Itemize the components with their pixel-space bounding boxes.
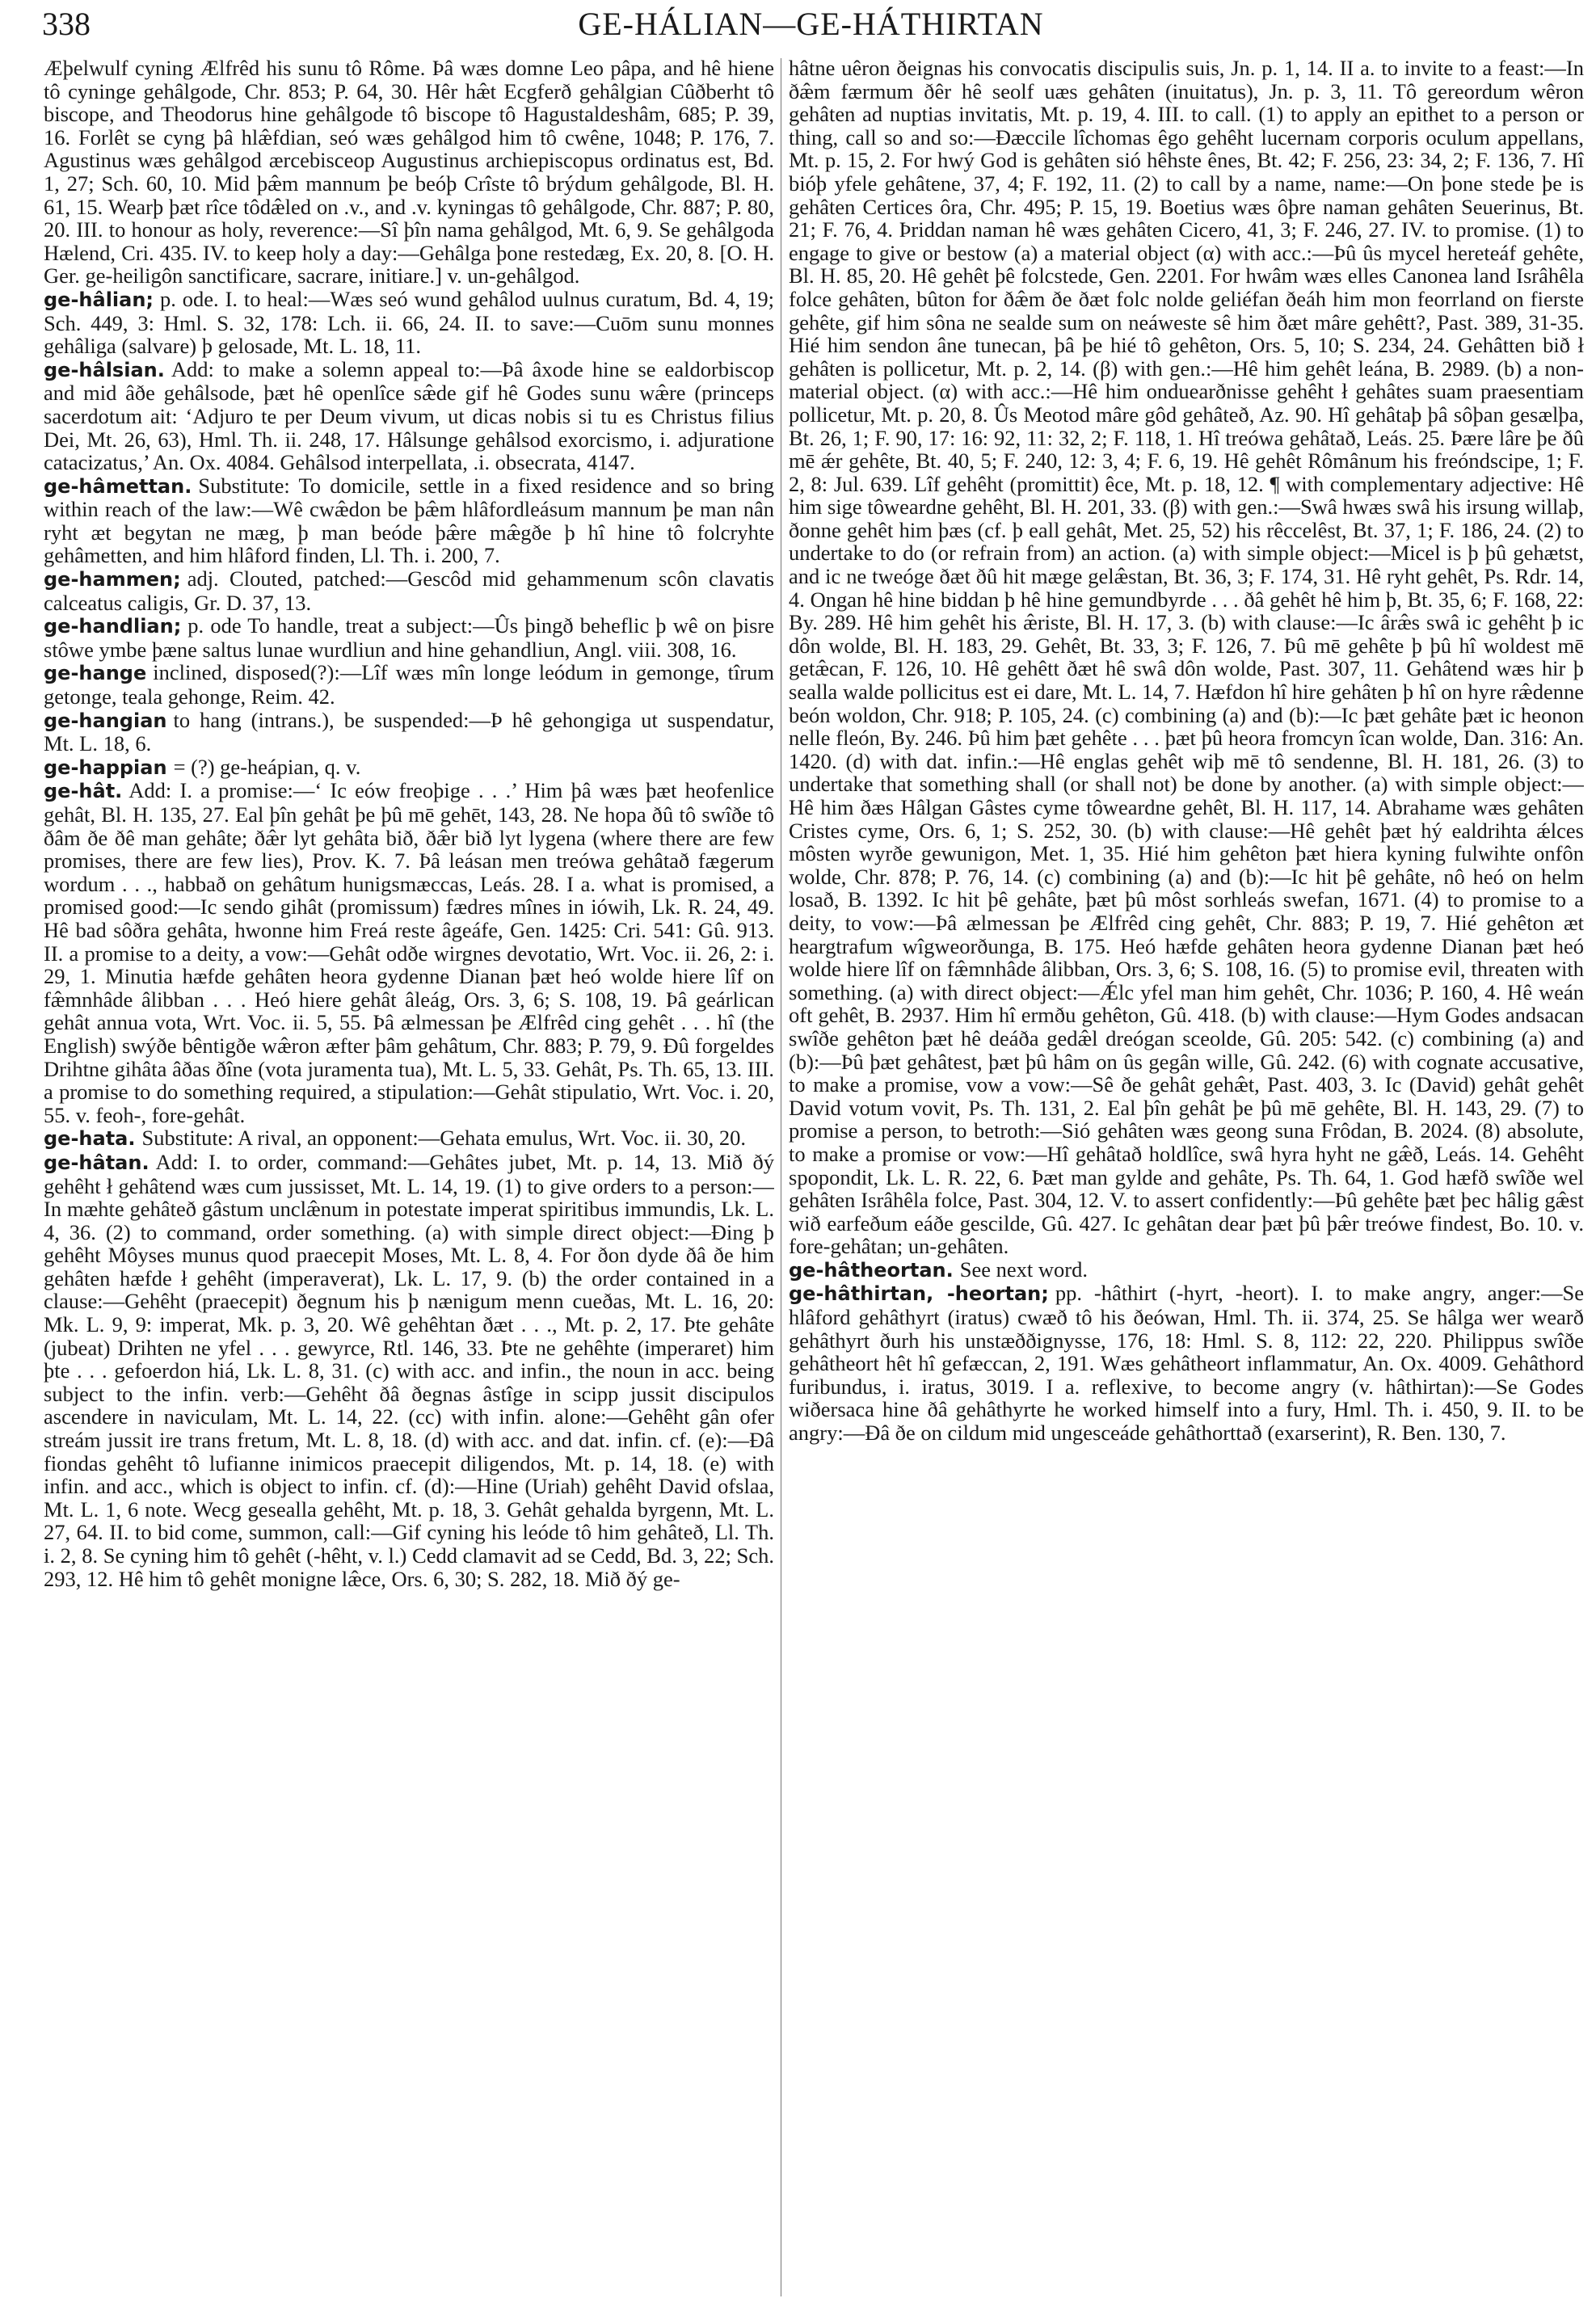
entry-body: Substitute: To domicile, settle in a fixed residence and so bring within reach of the law:—Wê cwæ̂don be þæ̂m hlâfordleásum mannum þe man nân ryht æt begytan ne mæg, þ man beóde þæ̂re mæ̂gðe þ hî hine tô folcryhte gehâmetten, and him hlâford finden, Ll. Th. i. 200, 7.	[44, 473, 774, 568]
dictionary-entry	[44, 614, 774, 661]
dictionary-entry	[44, 1126, 774, 1151]
left-column	[44, 57, 774, 2303]
entry-body: p. ode To handle, treat a subject:—Ûs þingð beheflic þ wê on þisre stôwe ymbe þæne saltus lunae wurdliun and hine gehandliun, Angl. viii. 308, 16.	[44, 613, 774, 662]
entry-body: See next word.	[959, 1257, 1088, 1282]
entry-body: to hang (intrans.), be suspended:—Þ hê gehongiga ut suspendatur, Mt. L. 18, 6.	[44, 707, 774, 756]
entry-headword: ge-handlian;	[44, 615, 182, 638]
entry-headword: ge-hâlsian.	[44, 358, 165, 381]
entry-headword: ge-hata.	[44, 1127, 136, 1151]
entry-body: Add: I. a promise:—‘ Ic eów freoþige . . .’ Him þâ wæs þæt heofenlice gehât, Bl. H. 135, 27. Eal þîn gehât þe þû mē gehēt, 143, 28. Ne hopa ðû tô swîðe tô ðâm ðe ðê man gehâte; ðæ̂r lyt gehâta bið, ðæ̂r bið lyt lygena (where there are few promises, there are few lies), Prov. K. 7. Þâ leásan men treówa gehâtað fægerum wordum . . ., habbað on gehâtum hunigsmæccas, Leás. 28. I a. what is promised, a promised good:—Ic sendo gihât (promissum) fædres mînes in iówih, Lk. R. 24, 49. Hê bad sôðra gehâta, hwonne him Freá reste âgeáfe, Gen. 1425: Cri. 541: Gû. 913. II. a promise to a deity, a vow:—Gehât odðe wirgnes devotatio, Wrt. Voc. ii. 26, 2: i. 29, 1. Minutia hæfde gehâten heora gydenne Dianan þæt heó wolde hiere lîf on fæ̂mnhâde âlibban . . . Heó hiere gehât âleág, Ors. 3, 6; S. 108, 19. Þâ geárlican gehât annua vota, Wrt. Voc. ii. 5, 55. Þâ ælmessan þe Ælfrêd cing gehêt . . . hî (the English) swýðe bêntigðe wæ̂ron æfter þâm gehâtum, Chr. 883; P. 79, 9. Ðû forgeldes Drihtne gihâta âðas ðîne (vota juramenta tua), Mt. L. 5, 33. Gehât, Ps. Th. 65, 13. III. a promise to do something required, a stipulation:—Gehât stipulatio, Wrt. Voc. i. 20, 55. v. feoh-, fore-gehât.	[44, 778, 774, 1127]
entry-body: p. ode. I. to heal:—Wæs seó wund gehâlod uulnus curatum, Bd. 4, 19; Sch. 449, 3: Hml. S. 32, 178: Lch. ii. 66, 24. II. to save:—Cuōm sunu monnes gehâliga (salvare) þ gelosade, Mt. L. 18, 11.	[44, 286, 774, 359]
dictionary-entry	[789, 57, 1584, 1258]
dictionary-entry	[44, 567, 774, 614]
page-number: 338	[42, 6, 91, 42]
entry-headword: ge-hammen;	[44, 568, 181, 591]
entry-body: Add: to make a solemn appeal to:—Þâ âxode hine se ealdorbiscop and mid âðe gehâlsode, þæt hê openlîce sæ̂de gif hê Godes sunu wæ̂re (princeps sacerdotum ait: ‘Adjuro te per Deum vivum, ut dicas nobis si tu es Christus filius Dei, Mt. 26, 63), Hml. Th. ii. 248, 17. Hâlsunge gehâlsod exorcismo, i. adjuratione catacizatus,’ An. Ox. 4084. Gehâlsod interpellata, .i. obsecrata, 4147.	[44, 356, 774, 475]
entry-headword: ge-hâtan.	[44, 1151, 149, 1174]
entry-headword: ge-hangian	[44, 709, 167, 732]
entry-body: pp. -hâthirt (-hyrt, -heort). I. to make angry, anger:—Se hlâford gehâthyrt (iratus) cwæð tô his ðeówan, Hml. Th. ii. 374, 25. Se hâlga wer wearð gehâthyrt ðurh his unstæððignysse, 176, 18: Hml. S. 8, 112: 22, 220. Philippus swîðe gehâtheort hêt hî gefæccan, 2, 191. Wæs gehâtheort inflammatur, An. Ox. 4009. Gehâthord furibundus, i. iratus, 3019. I a. reflexive, to become angry (v. hâthirtan):—Se Godes wiðersaca hine ðâ gehâthyrte he worked himself into a fury, Hml. Th. i. 450, 9. II. to be angry:—Ðâ ðe on cildum mid ungesceáde gehâthorttað (exarserint), R. Ben. 130, 7.	[789, 1281, 1584, 1446]
running-title: GE-HÁLIAN—GE-HÁTHIRTAN	[578, 6, 1044, 42]
entry-body: adj. Clouted, patched:—Gescôd mid gehammenum scôn clavatis calceatus caligis, Gr. D. 37, 13.	[44, 566, 774, 615]
entry-body: Æþelwulf cyning Ælfrêd his sunu tô Rôme. Þâ wæs domne Leo pâpa, and hê hiene tô cyninge gehâlgode, Chr. 853; P. 64, 30. Hêr hæ̂t Ecgferð gehâlgian Cûðberht tô biscope, and Theodorus hine gehâlgode tô biscope tô Hagustaldeshâm, 685; P. 39, 16. Forlêt se cyng þâ hlæ̂fdian, seó wæs gehâlgod him tô cwêne, 1048; P. 176, 7. Agustinus wæs gehâlgod ærcebisceop Augustinus archiepiscopus ordinatus est, Bd. 1, 27; Sch. 60, 10. Mid þæ̂m mannum þe beóþ Crîste tô brýdum gehâlgode, Bl. H. 61, 15. Wearþ þæt rîce tôdæ̂led on .v., and .v. kyningas tô gehâlgode, Chr. 887; P. 80, 20. III. to honour as holy, reverence:—Sî þîn nama gehâlgod, Mt. 6, 9. Se gehâlgoda Hælend, Cri. 435. IV. to keep holy a day:—Gehâlga þone restedæg, Ex. 20, 8. [O. H. Ger. ge-heiligôn sanctificare, sacrare, initiare.] v. un-gehâlgod.	[44, 57, 774, 288]
dictionary-entry	[44, 474, 774, 567]
dictionary-entry	[789, 1282, 1584, 1444]
entry-headword: ge-hâlian;	[44, 288, 154, 311]
dictionary-entry	[44, 1151, 774, 1590]
page-header	[42, 5, 1580, 50]
entry-body: Substitute: A rival, an opponent:—Gehata emulus, Wrt. Voc. ii. 30, 20.	[141, 1126, 746, 1151]
entry-body: inclined, disposed(?):—Lîf wæs mîn longe leódum in gemonge, tîrum getonge, teala gehonge, Reim. 42.	[44, 660, 774, 709]
entry-headword: ge-hange	[44, 662, 147, 685]
dictionary-entry	[44, 358, 774, 474]
dictionary-entry	[44, 288, 774, 358]
right-column	[789, 57, 1584, 2303]
entry-headword: ge-hâmettan.	[44, 474, 192, 498]
dictionary-entry	[44, 661, 774, 708]
entry-headword: ge-happian	[44, 756, 167, 779]
entry-body: Add: I. to order, command:—Gehâtes jubet, Mt. p. 14, 13. Mið ðý gehêht ł gehâtend wæs cum jussisset, Mt. L. 14, 19. (1) to give orders to a person:—In mæhte gehâteð gâstum unclæ̂num in potestate imperat spiritibus immundis, Lk. L. 4, 36. (2) to command, order something. (a) with simple direct object:—Ðing þ gehêht Môyses munus quod praecepit Moses, Mt. L. 8, 4. For ðon dyde ðâ ðe him gehâten hæfde ł gehêht (imperaverat), Lk. L. 17, 9. (b) the order contained in a clause:—Gehêht (praecepit) ðegnum his þ nænigum menn cueðas, Mt. L. 16, 20: Mk. L. 9, 9: imperat, Mk. p. 3, 20. Wê gehêhtan ðæt . . ., Mt. p. 2, 17. Þte gehâte (jubeat) Drihten ne yfel . . . gewyrce, Rtl. 146, 33. Þte ne gehêhte (imperaret) him þte . . . gefoerdon hiá, Lk. L. 8, 31. (c) with acc. and infin., the noun in acc. being subject to the infin. verb:—Gehêht ðâ ðegnas âstîge in scipp jussit discipulos ascendere in naviculam, Mt. L. 14, 22. (cc) with infin. alone:—Gehêht gân ofer streám jussit ire trans fretum, Mt. L. 8, 18. (d) with acc. and dat. infin. cf. (e):—Ðâ fiondas gehêht tô lufianne inimicos praecepit diligendos, Mt. p. 14, 18. (e) with infin. and acc., which is object to infin. cf. (d):—Hine (Uriah) gehêht David ofslaa, Mt. L. 1, 6 note. Wecg gesealla gehêht, Mt. p. 18, 3. Gehât gehalda byrgenn, Mt. L. 27, 64. II. to bid come, summon, call:—Gif cyning his leóde tô him gehâteð, Ll. Th. i. 2, 8. Se cyning him tô gehêt (-hêht, v. l.) Cedd clamavit ad se Cedd, Bd. 3, 22; Sch. 293, 12. Hê him tô gehêt monigne læ̂ce, Ors. 6, 30; S. 282, 18. Mið ðý ge-	[44, 1149, 774, 1591]
entry-headword: ge-hâtheortan.	[789, 1258, 954, 1282]
entry-body: hâtne uêron ðeignas his convocatis discipulis suis, Jn. p. 1, 14. II a. to invite to a feast:—In ðæ̂m færmum ðêr hê seolf uæs gehâten (inuitatus), Jn. p. 3, 11. Tô gereordum wêron gehâten ad nuptias invitatis, Mt. p. 19, 4. III. to call. (1) to apply an epithet to a person or thing, call so and so:—Ðæccile lîchomas êgo gehêht lucernam corporis oculum appellans, Mt. p. 15, 2. For hwý God is gehâten sió hêhste ênes, Bt. 42; F. 256, 23: 34, 2; F. 136, 7. Hî bióþ yfele gehâtene, 37, 4; F. 192, 11. (2) to call by a name, name:—On þone stede þe is gehâten Certices ôra, Chr. 495; P. 15, 19. Boetius wæs ôþre naman gehâten Seuerinus, Bt. 21; F. 76, 4. Þriddan naman hê wæs gehâten Cicero, 41, 3; F. 246, 27. IV. to promise. (1) to engage to give or bestow (a) a material object (α) with acc.:—Þû ûs mycel hereteáf gehête, Bl. H. 85, 20. Hê gehêt þê folcstede, Gen. 2201. For hwâm wæs elles Canonea land Isrâhêla folce gehâten, bûton for ðæ̂m ðe ðæt folc nolde geliéfan ðeáh him mon feorrland on fierste gehête, gif him sôna ne sealde sum on neáweste sê him ðæt mâre gehêtt?, Past. 389, 31-35. Hié him sendon âne tunecan, þâ þe hié tô gehêton, Ors. 5, 10; S. 234, 24. Gehâtten bið ł gehâten is pollicetur, Mt. p. 2, 14. (β) with gen.:—Hê him gehêt leána, B. 2989. (b) a non-material object. (α) with acc.:—Hê him onduearðnisse gehêht ł gehâtes suam praesentiam pollicetur, Mt. p. 20, 8. Ûs Meotod mâre gôd gehâteð, Az. 90. Hî gehâtaþ þâ sôþan gesælþa, Bt. 26, 1; F. 90, 17: 16: 92, 11: 32, 2; F. 118, 1. Hî treówa gehâtað, Leás. 25. Þære lâre þe ðû mē ǽr gehête, Bt. 40, 5; F. 240, 12: 3, 4; F. 6, 19. Hê gehêt Rômânum his freóndscipe, 1; F. 2, 8: Jul. 639. Lîf gehêht (promittit) êce, Mt. p. 18, 12. ¶ with complementary adjective: Hê him sige tôweardne gehêht, Bl. H. 201, 33. (β) with gen.:—Swâ hwæs swâ his irsung willaþ, ðonne gehêt him þæs (cf. þ eall gehât, Met. 25, 52) his rêccelêst, Bt. 37, 1; F. 186, 24. (2) to undertake to do (or refrain from) an action. (a) with simple object:—Micel is þ þû gehætst, and ic ne tweóge ðæt ðû hit mæge gelæ̂stan, Bt. 36, 3; F. 174, 31. Hê ryht gehêt, Ps. Rdr. 14, 4. Ongan hê hine biddan þ hê hine gemundbyrde . . . ðâ gehêt hê him þ, Bt. 35, 6; F. 168, 22: By. 289. Hê him gehêt his æ̂riste, Bl. H. 17, 3. (b) with clause:—Ic âræ̂s swâ ic gehêht þ ic dôn wolde, Bl. H. 183, 29. Gehêt, Bt. 33, 3; F. 126, 7. Þû mē gehête þ þû hî woldest mē getæ̂can, F. 126, 10. Hê gehêtt ðæt hê swâ dôn wolde, Past. 307, 11. Gehâtend wæs hir þ sealla walde pollicitus est ei dare, Mt. L. 14, 7. Hæfdon hî hire gehâten þ hî on hyre ræ̂denne beón woldon, Chr. 918; P. 105, 24. (c) combining (a) and (b):—Ic þæt gehâte þæt ic heonon nelle fleón, By. 246. Þû him þæt gehête . . . þæt þû heora fromcyn îcan wolde, Dan. 316: An. 1420. (d) with dat. infin.:—Hê englas gehêt wiþ mē tô sendenne, Bl. H. 181, 26. (3) to undertake that something shall (or shall not) be done by another. (a) with simple object:—Hê him ðæs Hâlgan Gâstes cyme tôweardne gehêt, Bl. H. 117, 14. Abrahame wæs gehâten Cristes cyme, Ors. 6, 1; S. 252, 30. (b) with clause:—Hê gehêt þæt hý ealdrihta ǽlces môsten wyrðe gewunigon, Met. 1, 35. Hié him gehêton þæt hiera kyning fulwihte onfôn wolde, Chr. 878; P. 76, 14. (c) combining (a) and (b):—Ic hit þê gehâte, nô heó on helm losað, B. 1392. Ic hit þê gehâte, þæt þû môst sorhleás swefan, 1671. (4) to promise to a deity, to vow:—Þâ ælmessan þe Ælfrêd cing gehêt, Chr. 883; P. 19, 7. Hié gehêton æt heargtrafum wîgweorðunga, B. 175. Heó hæfde gehâten heora gydenne Dianan þæt heó wolde hiere lîf on fæ̂mnhâde âlibban, Ors. 3, 6; S. 108, 16. (5) to promise evil, threaten with something. (a) with direct object:—Ǽlc yfel man him gehêt, Chr. 1036; P. 160, 4. Hê weán oft gehêt, B. 2937. Him hî ermðu gehêton, Gû. 418. (b) with clause:—Hym Godes andsacan swîðe gehêton þæt hê deáða gedæ̂l dreógan sceolde, Gû. 205: 542. (c) combining (a) and (b):—Þû þæt gehâtest, þæt þû hâm on ûs gegân wille, Gû. 242. (6) with cognate accusative, to make a promise, vow a vow:—Sê ðe gehât gehæ̂t, Past. 403, 3. Ic (David) gehât gehêt David votum vovit, Ps. Th. 131, 2. Eal þîn gehât þe þû mē gehête, Bl. H. 143, 29. (7) to promise a person, to betroth:—Sió gehâten wæs geong suna Frôdan, B. 2024. (8) absolute, to make a promise or vow:—Hî gehâtað holdlîce, swâ hyra hyht ne gæ̂ð, Leás. 14. Gehêht spopondit, Lk. L. R. 22, 6. Þæt man gylde and gehâte, Ps. Th. 64, 1. God hæfð swîðe wel gehâten Isrâhêla folce, Past. 304, 12. V. to assert confidently:—Þû gehête þæt þec hâlig gæ̂st wið earfeðum eáðe gescilde, Gû. 427. Ic gehâtan dear þæt þû þæ̂r treówe findest, Bo. 10. v. fore-gehâtan; un-gehâten.	[789, 57, 1584, 1259]
dictionary-entry	[44, 57, 774, 288]
entry-headword: ge-hât.	[44, 780, 123, 803]
dictionary-entry	[44, 709, 774, 756]
entry-headword: ge-hâthirtan, -heortan;	[789, 1282, 1049, 1306]
dictionary-entry	[44, 779, 774, 1126]
dictionary-entry	[789, 1258, 1584, 1282]
dictionary-entry	[44, 756, 774, 780]
entry-body: = (?) ge-heápian, q. v.	[173, 754, 361, 779]
